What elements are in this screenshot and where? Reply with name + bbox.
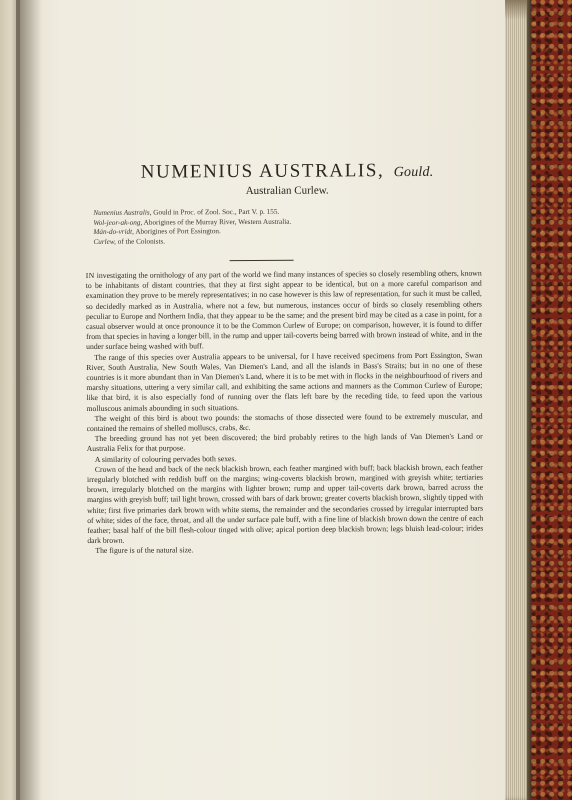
paragraph: The breeding ground has not yet been discovered; the bird probably retires to the high lands of Van Diemen's Land or Australia Felix for that purpose. [86,431,483,454]
paragraph [86,269,482,353]
common-name: Australian Curlew. [245,184,329,198]
species-name: NUMENIUS AUSTRALIS, [140,160,385,183]
paragraph: The range of this species over Australia appears to be universal, for I have received specimens from Port Essington, Swan River, South Australia, New South Wales, Van Diemen's Land, and all the islands in Bass's Straits; but in no one of these countries is it more abundant than in Van Diemen's Land, where it is to be met with in flocks in the neighbourhood of rivers and marshy situations, uttering a very similar call, and exhibiting the same actions and manners as the Common Curlew of Europe; like that bird, it is also especially fond of running over the flats left bare by the receding tide, to feed upon the various molluscous animals abounding in such situations. [86,350,483,413]
opening-word: IN [85,270,95,280]
synonym-reference: of the Colonists. [115,237,166,246]
synonym-reference: Gould in Proc. of Zool. Soc., Part V. p. 155. [151,207,280,217]
synonym-reference: Aborigines of the Murray River, Western Australia. [142,217,292,227]
paragraph: The figure is of the natural size. [95,545,194,556]
body-text [86,269,484,557]
paragraph-text: investigating the ornithology of any part of the world we find many instances of species so closely resembling others, known to be inhabitants of distant countries, that they at first sight appear to be identical, but on a more careful comparison and examination they prove to be merely representatives; in no case however is this law of representation, for such it must be called, so decidedly marked as in Australia, where not a few, but numerous, instances occur of birds so closely resembling others peculiar to Europe and Northern India, that they appear to be the same; and the present bird may be cited as a case in point, for a casual observer would at once pronounce it to be the Common Curlew of Europe; on comparison, however, it is found to differ from that species in having a longer bill, in the rump and upper tail-coverts being barred with brown instead of white, and in the under surface being washed with buff. [85,268,483,352]
synonym-line [93,236,393,247]
synonym-name: Mán-do-vridt, [93,227,134,237]
synonym-name: Numenius Australis, [93,208,152,217]
species-author: Gould. [393,164,434,181]
synonymy-list [93,207,393,247]
synonym-reference: Aborigines of Port Essington. [133,227,221,236]
synonym-name: Curlew, [93,237,116,246]
paragraph: Crown of the head and back of the neck blackish brown, each feather margined with buff; back blackish brown, each feather irregularly blotched with reddish buff on the margins; wing-coverts blackish brown, margined with greyish white; tertiaries brown, irregularly blotched on the margins with lighter brown; rump and upper tail-coverts dark brown, barred across the margins with greyish buff; tail light brown, crossed with bars of dark brown; greater coverts blackish brown, slightly tipped with white; first five primaries dark brown with white stems, the remainder and the secondaries crossed by irregular interrupted bars of white; sides of the face, throat, and all the under surface pale buff, with a fine line of blackish brown down the centre of each feather; basal half of the bill flesh-colour tinged with olive; apical portion deep blackish brown; legs bluish lead-colour; irides dark brown. [86,462,484,546]
marbled-binding [531,0,572,800]
species-title [137,160,437,184]
gutter-shadow [16,0,42,800]
paragraph: The weight of this bird is about two pounds: the stomachs of those dissected were found to be extremely muscular, and contained the remains of shelled molluscs, crabs, &c. [86,411,483,434]
paragraph: A similarity of colouring pervades both sexes. [94,453,237,464]
synonym-name: Wol-jeor-ak-ong, [93,218,143,227]
